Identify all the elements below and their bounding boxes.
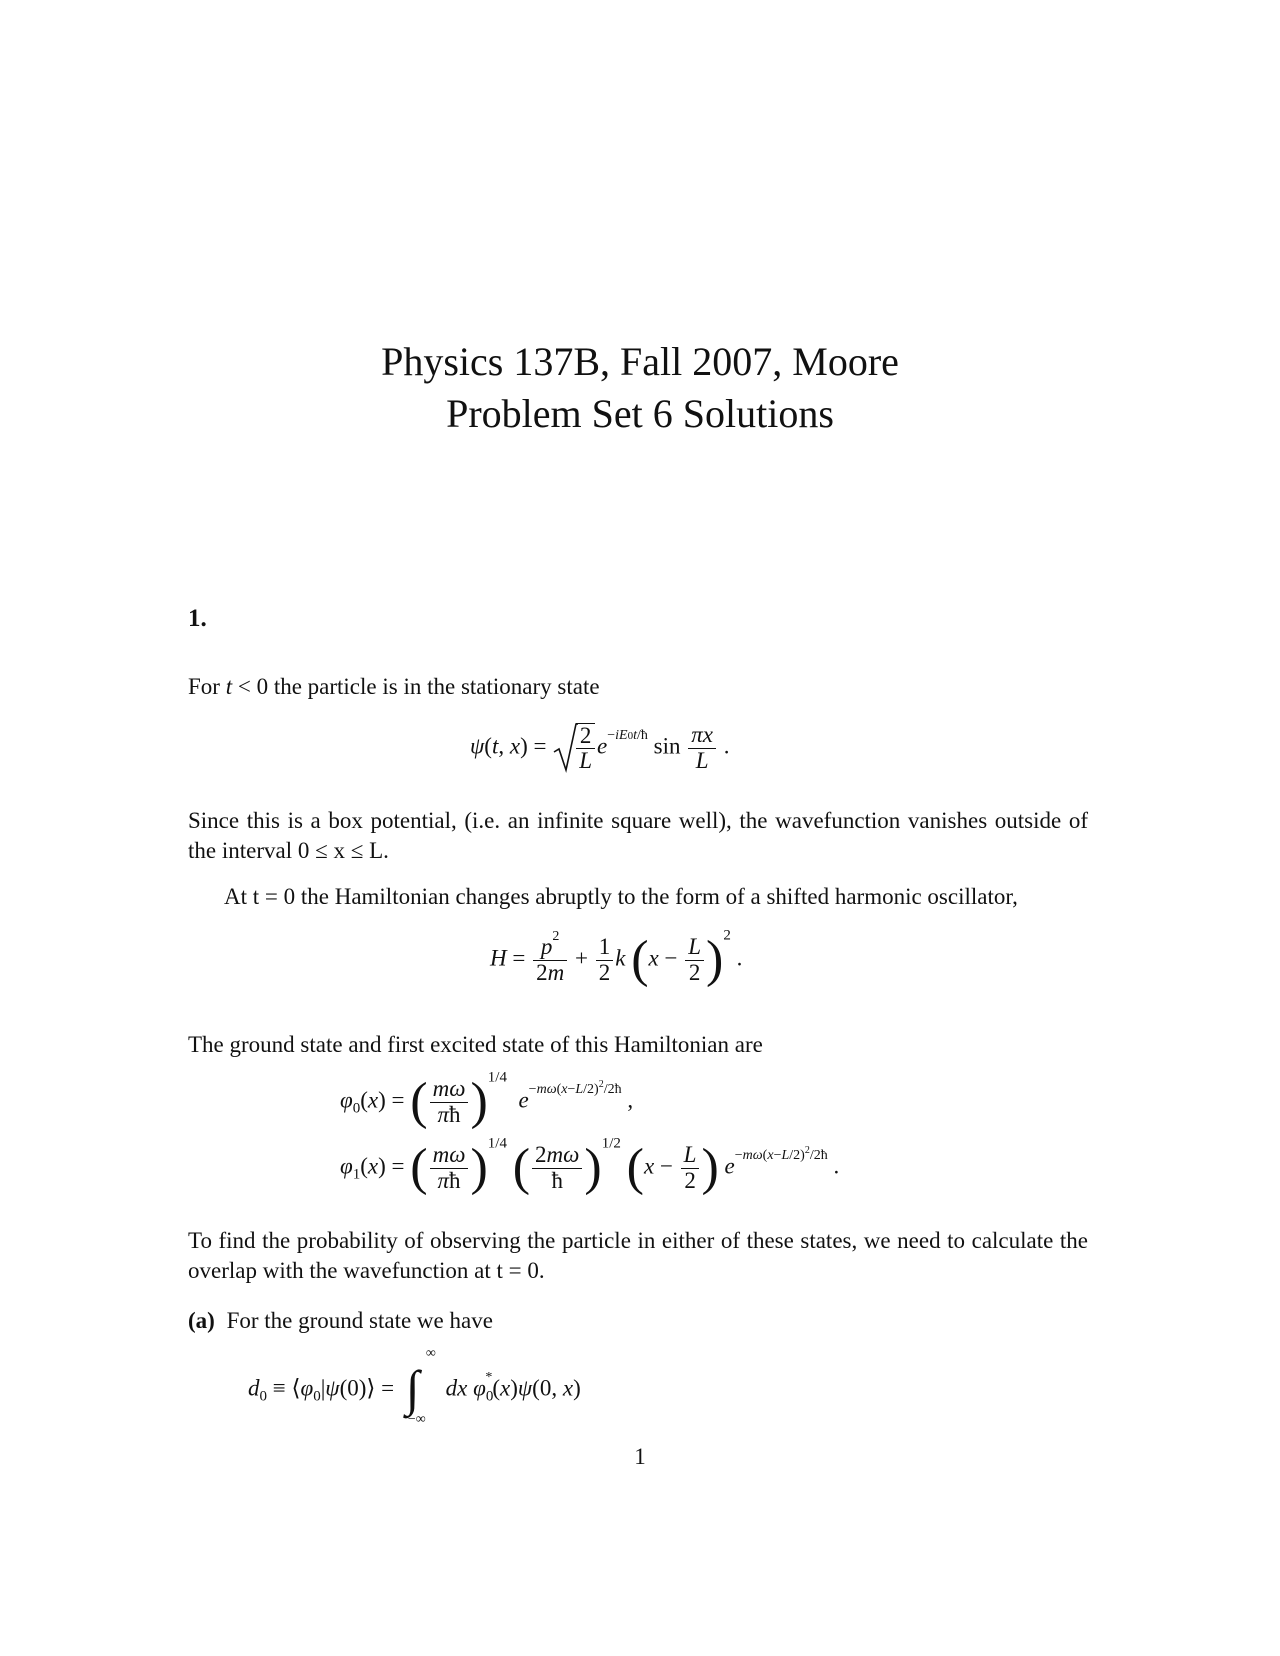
paragraph-hamiltonian-change: At t = 0 the Hamiltonian changes abruptly to the form of a shifted harmonic oscillator, <box>224 884 1018 909</box>
part-a-text: For the ground state we have <box>226 1308 493 1333</box>
intro-text-b: < 0 the particle is in the stationary state <box>232 674 600 699</box>
equation-phi0: $\varphi_0(x)$ = ( $\frac{m\omega}{\pi ħ}$ )$^{1/4}$ $e^{-m\omega(x-L/2)^2/2ħ}$ , <box>340 1069 634 1130</box>
paragraph-box-potential: Since this is a box potential, (i.e. an infinite square well), the wavefunction vanishes outside of the interval 0 ≤ x ≤ L. <box>188 808 1088 863</box>
page-number: 1 <box>634 1444 646 1469</box>
equation-d0: $d_0$ ≡ $⟨\varphi_0|\psi(0)⟩$ = ∫ ∞ −∞ dx $\varphi_0^*(x)\psi(0$, x) <box>248 1346 581 1427</box>
part-a-label: (a) <box>188 1308 215 1333</box>
intro-var-t: t <box>225 674 233 699</box>
part-a <box>188 1306 493 1336</box>
paragraph-intro <box>188 672 1088 702</box>
paragraph-overlap: To find the probability of observing the particle in either of these states, we need to calculate the overlap with the wavefunction at t = 0. <box>188 1228 1088 1283</box>
problem-number: 1. <box>188 605 207 632</box>
paragraph-ground-state: The ground state and first excited state of this Hamiltonian are <box>188 1032 763 1057</box>
title-line-1: Physics 137B, Fall 2007, Moore <box>381 339 899 384</box>
equation-psi: ψ(t, x) = $\frac{2}{L}$ $e^{-iE0t/ħ}$ sin $\frac{\pi x}{L}$ . <box>470 722 730 773</box>
equation-hamiltonian: H = $\frac{p^2}{2m}$ + $\frac{1}{2}$ k (x − $\frac{L}{2}$ )$^2$ . <box>490 927 743 988</box>
equation-phi1: $\varphi_1(x)$ = ( $\frac{m\omega}{\pi ħ}$ )$^{1/4}$ ( $\frac{2m\omega}{ħ}$ )$^{1/2}$ (x − $\frac{L}{2}$ ) $e^{-m\omega(x-L/2)^2/2ħ}$ . <box>340 1135 840 1196</box>
intro-text-a: For <box>188 674 226 699</box>
title-line-2: Problem Set 6 Solutions <box>446 391 834 436</box>
